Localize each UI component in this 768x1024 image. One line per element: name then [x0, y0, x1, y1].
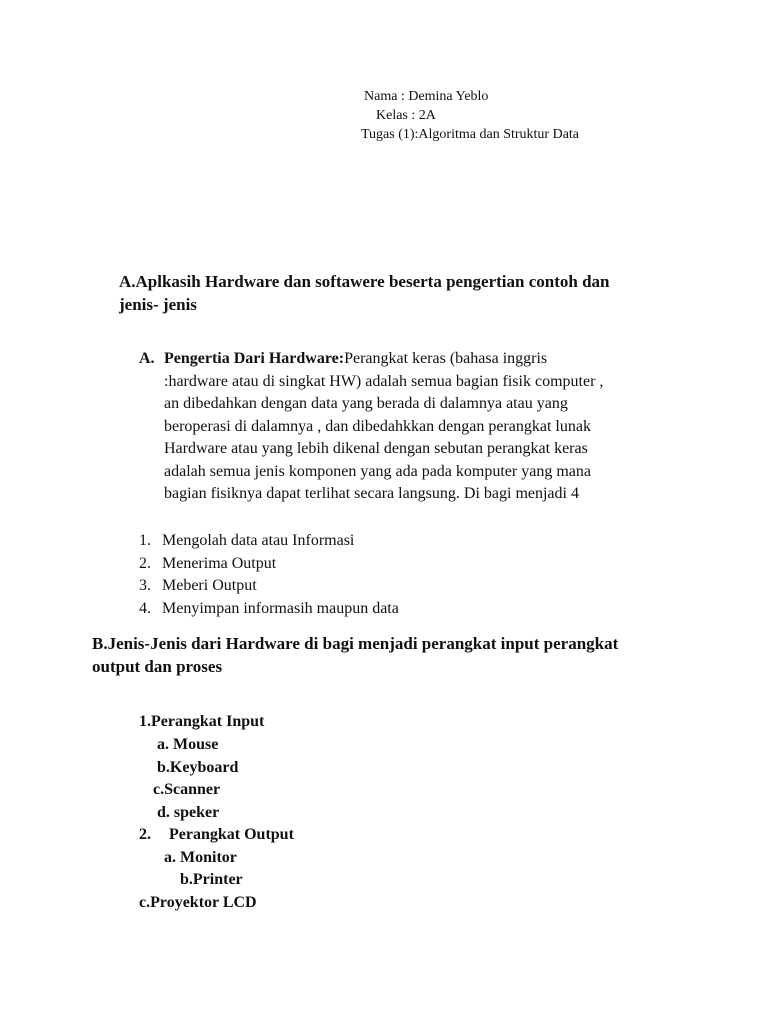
- input-device-item: c.Scanner: [153, 781, 221, 798]
- paragraph-first-line-text: Perangkat keras (bahasa inggris: [344, 350, 548, 367]
- list-item: [139, 530, 399, 553]
- paragraph-line: adalah semua jenis komponen yang ada pada komputer yang mana: [164, 462, 591, 480]
- list-item-number: 2.: [139, 554, 151, 572]
- subsection-a-title: Pengertia Dari Hardware:: [164, 350, 345, 367]
- list-item-text: Menerima Output: [162, 554, 277, 572]
- header-kelas: Kelas : 2A: [376, 108, 436, 123]
- section-b-title-line2: output dan proses: [92, 657, 223, 676]
- input-device-item: b.Keyboard: [157, 759, 239, 776]
- subsection-a-marker: A.: [139, 350, 155, 367]
- list-item-number: 3.: [139, 577, 151, 594]
- output-device-item: b.Printer: [180, 871, 243, 888]
- output-devices-title: [139, 824, 294, 847]
- list-item: [139, 553, 399, 576]
- paragraph-line: an dibedahkan dengan data yang berada di dalamnya atau yang: [164, 395, 568, 412]
- output-devices-number: 2.: [139, 826, 151, 843]
- list-item: [139, 575, 399, 598]
- numbered-list: [139, 530, 399, 620]
- output-devices-label: Perangkat Output: [169, 826, 294, 843]
- list-item-text: Meberi Output: [162, 577, 257, 594]
- input-device-item: d. speker: [157, 804, 220, 821]
- list-item: [139, 598, 399, 621]
- output-device-item: a. Monitor: [164, 849, 237, 866]
- header-nama: Nama : Demina Yeblo: [364, 89, 489, 104]
- paragraph-first-line: [164, 348, 724, 371]
- paragraph-line: :hardware atau di singkat HW) adalah semua bagian fisik computer ,: [164, 372, 604, 390]
- list-item-number: 4.: [139, 599, 151, 617]
- output-device-item: c.Proyektor LCD: [139, 894, 257, 911]
- section-b-title-line1: B.Jenis-Jenis dari Hardware di bagi menjadi perangkat input perangkat: [92, 634, 619, 653]
- paragraph-line: bagian fisiknya dapat terlihat secara langsung. Di bagi menjadi 4: [164, 485, 579, 502]
- section-a-title-line2: jenis- jenis: [119, 295, 197, 314]
- paragraph-line: Hardware atau yang lebih dikenal dengan sebutan perangkat keras: [164, 440, 588, 457]
- list-item-text: Mengolah data atau Informasi: [162, 532, 355, 549]
- hardware-definition-paragraph: [164, 348, 724, 506]
- paragraph-line: beroperasi di dalamnya , dan dibedahkkan dengan perangkat lunak: [164, 417, 591, 435]
- list-item-number: 1.: [139, 532, 151, 549]
- list-item-text: Menyimpan informasih maupun data: [162, 599, 399, 617]
- section-a-title-line1: A.Aplkasih Hardware dan softawere beserta pengertian contoh dan: [119, 272, 610, 291]
- input-device-item: a. Mouse: [157, 736, 219, 753]
- header-tugas: Tugas (1):Algoritma dan Struktur Data: [361, 127, 580, 142]
- input-devices-title: 1.Perangkat Input: [139, 713, 265, 730]
